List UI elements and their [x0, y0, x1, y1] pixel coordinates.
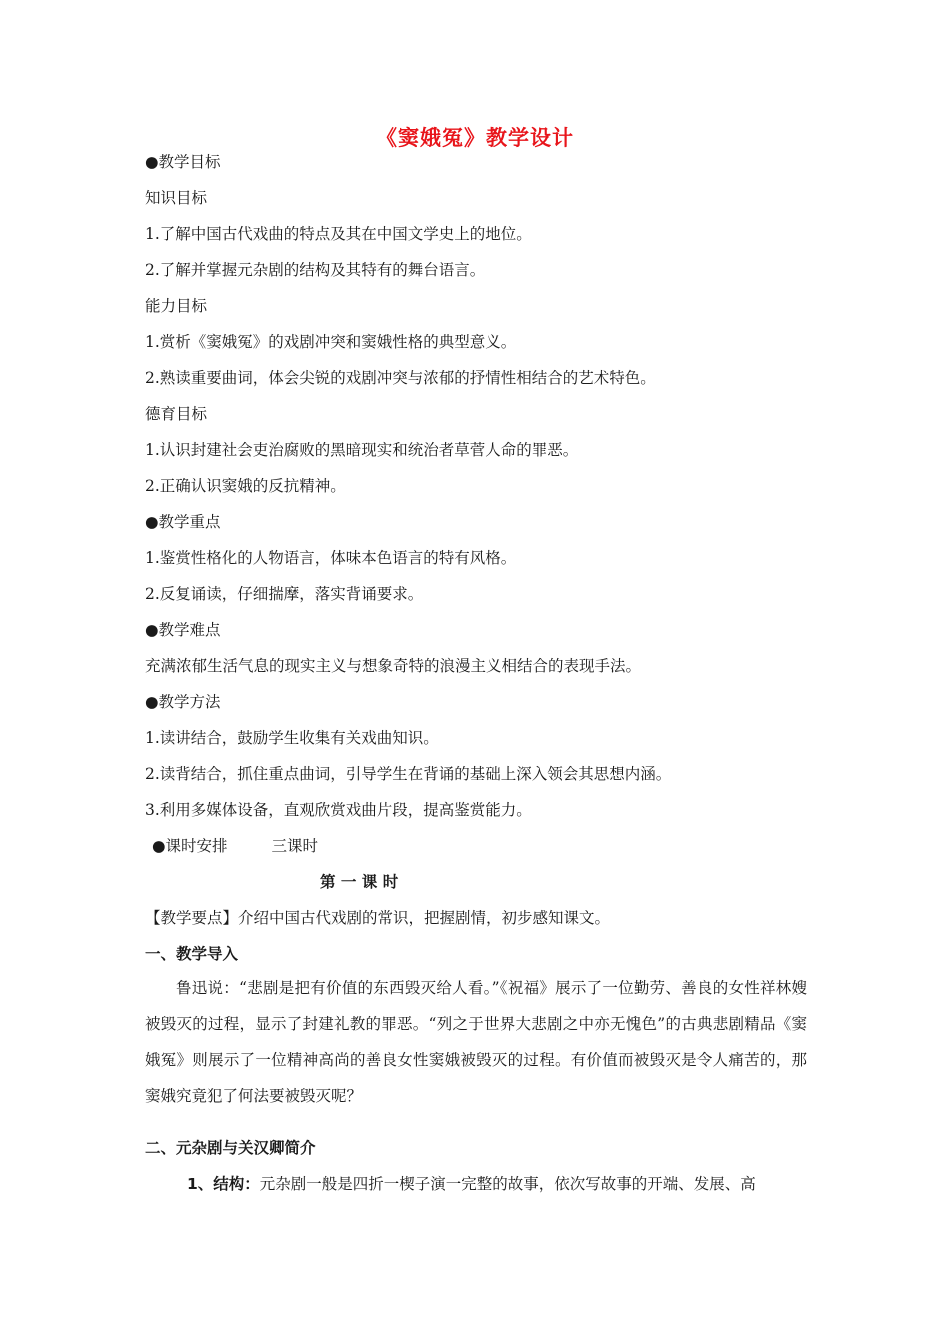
knowledge-item-1: 1.了解中国古代戏曲的特点及其在中国文学史上的地位。: [145, 225, 532, 243]
difficulty-item: 充满浓郁生活气息的现实主义与想象奇特的浪漫主义相结合的表现手法。: [145, 657, 642, 675]
schedule-label: ●课时安排: [152, 837, 228, 855]
knowledge-heading: 知识目标: [145, 189, 208, 207]
structure-line: [187, 1173, 756, 1195]
lesson-heading: 第 一 课 时: [320, 873, 399, 891]
method-item-1: 1.读讲结合，鼓励学生收集有关戏曲知识。: [145, 729, 439, 747]
goal-heading: ●教学目标: [145, 153, 221, 171]
method-heading: ●教学方法: [145, 693, 221, 711]
section-1-heading: 一、教学导入: [145, 945, 239, 963]
focus-item-1: 1.鉴赏性格化的人物语言，体味本色语言的特有风格。: [145, 549, 517, 567]
ability-item-1: 1.赏析《窦娥冤》的戏剧冲突和窦娥性格的典型意义。: [145, 333, 517, 351]
difficulty-heading: ●教学难点: [145, 621, 221, 639]
section-2-heading: 二、元杂剧与关汉卿简介: [145, 1139, 316, 1157]
method-item-3: 3.利用多媒体设备，直观欣赏戏曲片段，提高鉴赏能力。: [145, 801, 532, 819]
moral-item-1: 1.认识封建社会吏治腐败的黑暗现实和统治者草菅人命的罪恶。: [145, 441, 579, 459]
structure-text: 元杂剧一般是四折一楔子演一完整的故事，依次写故事的开端、发展、高: [259, 1175, 756, 1193]
schedule-line: [152, 835, 318, 857]
focus-heading: ●教学重点: [145, 513, 221, 531]
ability-heading: 能力目标: [145, 297, 208, 315]
schedule-value: 三课时: [271, 837, 319, 855]
document-title: 《窦娥冤》教学设计: [376, 126, 574, 150]
structure-label: 1、结构：: [187, 1175, 260, 1193]
key-points: 【教学要点】介绍中国古代戏剧的常识，把握剧情，初步感知课文。: [145, 909, 611, 927]
knowledge-item-2: 2.了解并掌握元杂剧的结构及其特有的舞台语言。: [145, 261, 486, 279]
method-item-2: 2.读背结合，抓住重点曲词，引导学生在背诵的基础上深入领会其思想内涵。: [145, 765, 672, 783]
ability-item-2: 2.熟读重要曲词，体会尖锐的戏剧冲突与浓郁的抒情性相结合的艺术特色。: [145, 369, 656, 387]
focus-item-2: 2.反复诵读，仔细揣摩，落实背诵要求。: [145, 585, 424, 603]
moral-heading: 德育目标: [145, 405, 208, 423]
moral-item-2: 2.正确认识窦娥的反抗精神。: [145, 477, 346, 495]
intro-paragraph: 鲁迅说：“悲剧是把有价值的东西毁灭给人看。”《祝福》展示了一位勤劳、善良的女性祥林嫂被毁灭的过程，显示了封建礼教的罪恶。“列之于世界大悲剧之中亦无愧色”的古典悲剧精品《窦娥冤》则展示了一位精神高尚的善良女性窦娥被毁灭的过程。有价值而被毁灭是令人痛苦的，那窦娥究竟犯了何法要被毁灭呢？: [145, 979, 807, 1105]
